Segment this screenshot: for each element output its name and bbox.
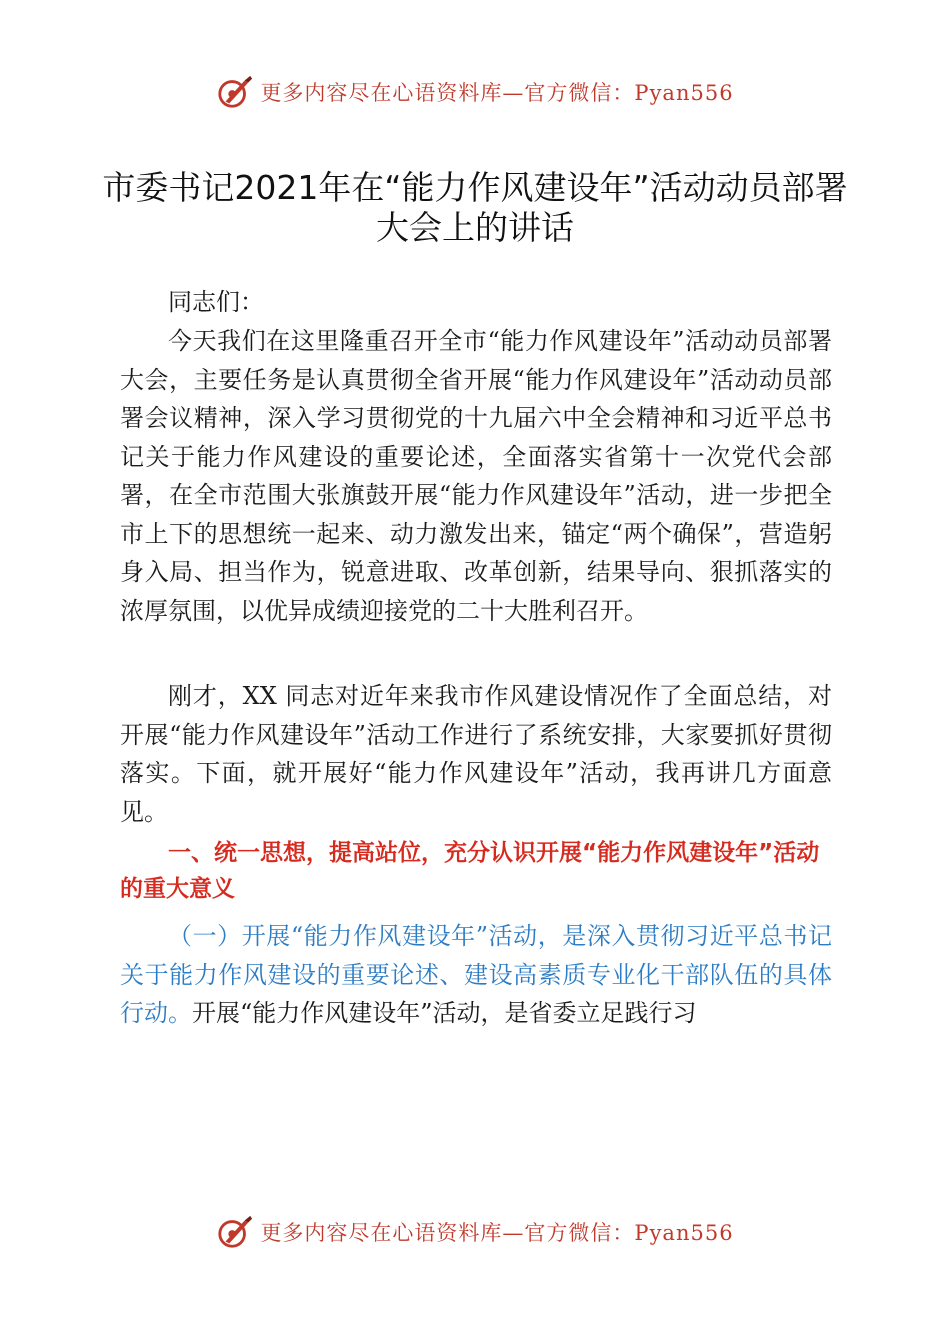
pen-logo-icon: [216, 73, 254, 111]
paragraph-3: [120, 917, 832, 1033]
document-title: 市委书记2021年在“能力作风建设年”活动动员部署大会上的讲话: [102, 168, 848, 247]
section-1-heading: 一、统一思想，提高站位，充分认识开展“能力作风建设年”活动的重大意义: [120, 840, 820, 902]
footer-watermark-text: 更多内容尽在心语资料库—官方微信：Pyan556: [260, 1221, 734, 1245]
header-watermark-text: 更多内容尽在心语资料库—官方微信：Pyan556: [260, 81, 734, 105]
paragraph-1: 今天我们在这里隆重召开全市“能力作风建设年”活动动员部署大会，主要任务是认真贯彻全省开展“能力作风建设年”活动动员部署会议精神，深入学习贯彻党的十九届六中全会精神和习近平总书记关于能力作风建设的重要论述，全面落实省第十一次党代会部署，在全市范围大张旗鼓开展“能力作风建设年”活动，进一步把全市上下的思想统一起来、动力激发出来，锚定“两个确保”，营造躬身入局、担当作为，锐意进取、改革创新，结果导向、狠抓落实的浓厚氛围，以优异成绩迎接党的二十大胜利召开。: [120, 327, 832, 625]
subsection-1-text: 开展“能力作风建设年”活动，是省委立足践行习: [192, 999, 697, 1027]
footer-watermark: [0, 1210, 950, 1254]
header-watermark: [0, 70, 950, 114]
salutation: 同志们：: [168, 288, 264, 316]
pen-logo-icon: [216, 1213, 254, 1251]
subsection-1-heading: （一）开展“能力作风建设年”活动，是深入贯彻习近平总书记关于能力作风建设的重要论述、建设高素质专业化干部队伍的具体行动。: [120, 922, 832, 1027]
paragraph-2: 刚才，XX 同志对近年来我市作风建设情况作了全面总结，对开展“能力作风建设年”活动工作进行了系统安排，大家要抓好贯彻落实。下面，就开展好“能力作风建设年”活动，我再讲几方面意见。: [120, 682, 832, 826]
